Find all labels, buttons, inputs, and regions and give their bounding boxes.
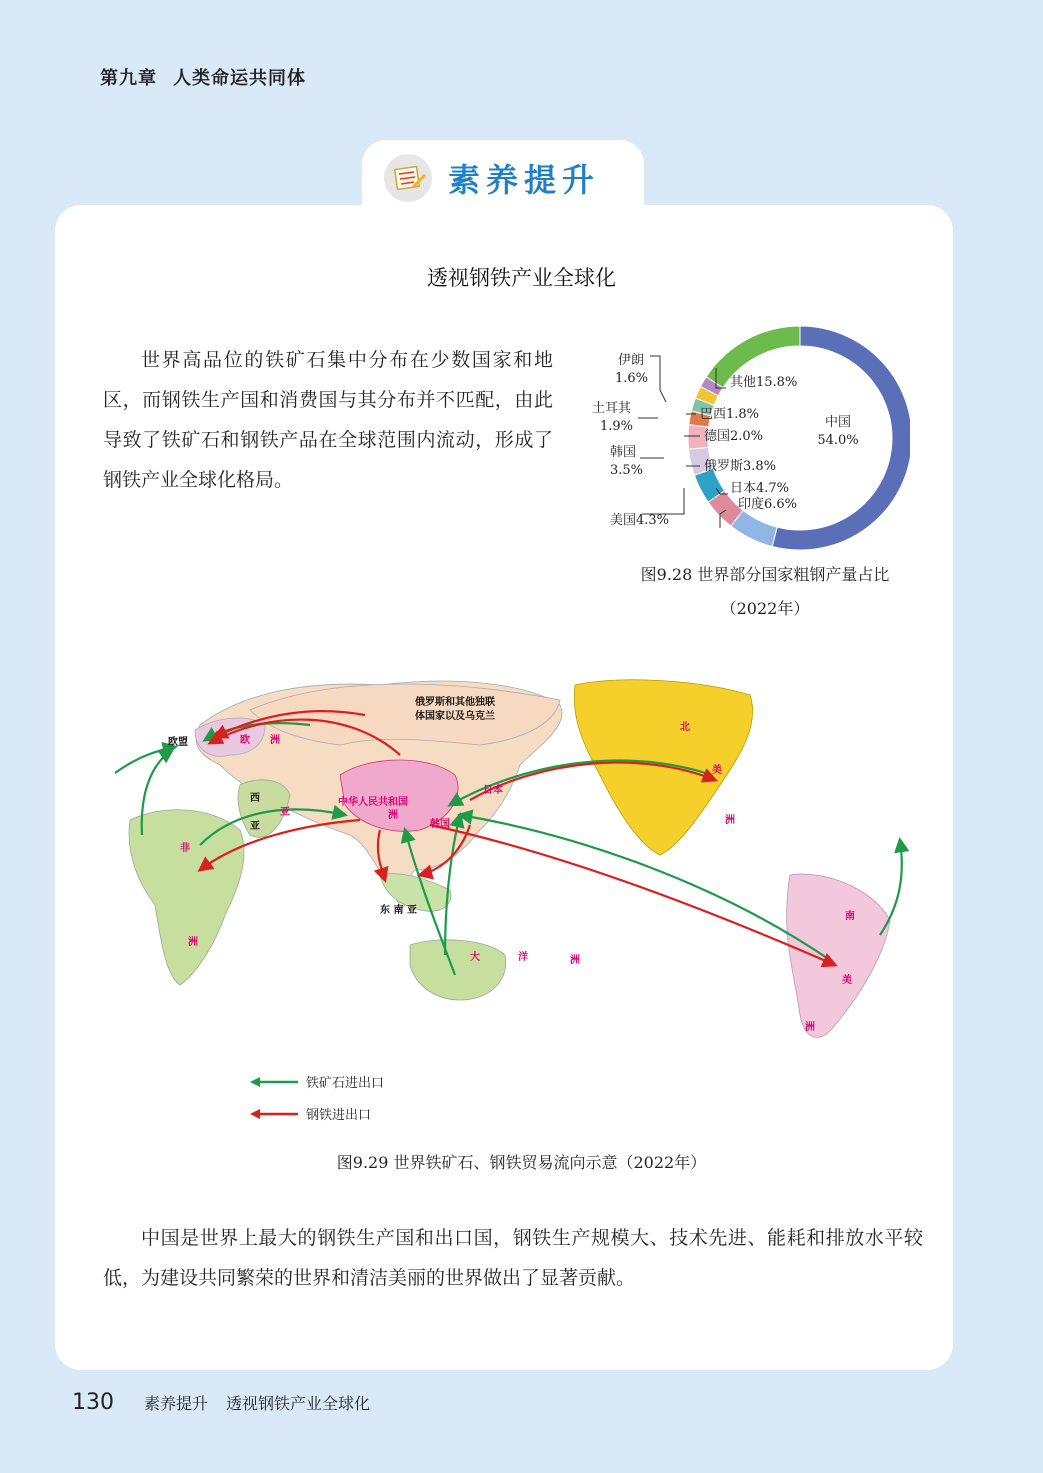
map-label-sa-3: 洲 [805,1022,815,1033]
page-footer [72,1390,370,1415]
legend-steel [250,1104,371,1123]
map-label-korea: 韩国 [430,819,450,830]
chart-label-korea-name: 韩国 [610,445,637,460]
tab-title: 素养提升 [448,161,601,199]
map-label-europe-2: 洲 [270,735,280,746]
map-label-eu: 欧盟 [168,737,188,748]
map-label-west-3: 亚 [250,821,260,832]
south-america-landmass [787,874,890,1037]
chapter-number: 第九章 [100,68,157,89]
map-label-oceania-2: 洋 [518,952,528,963]
map-label-africa-1: 非 [180,843,190,854]
map-label-na-1: 北 [680,722,690,733]
donut-caption: 图9.28 世界部分国家粗钢产量占比 [640,565,890,584]
conclusion-paragraph: 中国是世界上最大的钢铁生产国和出口国，钢铁生产规模大、技术先进、能耗和排放水平较低，为建设共同繁荣的世界和清洁美丽的世界做出了显著贡献。 [103,1227,923,1289]
map-caption: 图9.29 世界铁矿石、钢铁贸易流向示意（2022年） [336,1153,707,1172]
map-label-russia-2: 体国家以及乌克兰 [415,711,495,722]
chart-label-turkey-value: 1.9% [600,419,634,434]
page-number: 130 [72,1390,114,1415]
green-arrow-icon [250,1076,300,1088]
chart-label-usa: 美国4.3% [610,513,670,528]
map-label-sa-1: 南 [845,911,855,922]
map-label-west-1: 西 [250,793,260,804]
red-arrow-icon [250,1108,300,1120]
map-label-asia: 洲 [388,810,398,821]
legend-ore [250,1072,384,1091]
article-title: 透视钢铁产业全球化 [427,266,616,290]
map-label-oceania-3: 洲 [570,955,580,966]
chart-label-korea-value: 3.5% [610,463,644,478]
ore-arrow-africa-eu [115,747,175,773]
legend-steel-label: 钢铁进出口 [306,1108,372,1123]
notepad-icon [384,154,432,202]
map-label-na-2: 美 [712,765,722,776]
chart-label-china-value: 54.0% [817,433,859,448]
chart-label-iran-name: 伊朗 [618,353,645,368]
map-label-europe-1: 欧 [240,735,250,746]
map-label-japan: 日本 [483,785,503,796]
world-trade-flow-map [100,655,920,1055]
map-label-southeast-asia: 东 南 亚 [380,905,417,916]
map-label-sa-2: 美 [842,975,852,986]
chart-label-other: 其他15.8% [730,375,798,390]
chart-label-brazil: 巴西1.8% [700,407,760,422]
map-label-na-3: 洲 [725,815,735,826]
donut-caption-year: （2022年） [720,599,810,618]
chart-label-india: 印度6.6% [738,497,798,512]
north-america-landmass [574,680,752,855]
map-label-oceania-1: 大 [470,952,480,963]
chart-label-japan: 日本4.7% [730,481,790,496]
section-tab [362,140,644,220]
map-label-west-2: 亚 [280,807,290,818]
chart-label-iran-value: 1.6% [615,371,649,386]
chart-label-germany: 德国2.0% [704,429,764,444]
chart-label-russia: 俄罗斯3.8% [704,459,777,474]
map-label-russia-1: 俄罗斯和其他独联 [415,697,495,708]
chapter-header [100,64,306,90]
map-label-china: 中华人民共和国 [338,797,408,808]
footer-title: 透视钢铁产业全球化 [226,1394,371,1413]
chapter-title: 人类命运共同体 [173,68,306,89]
map-label-africa-2: 洲 [188,937,198,948]
steel-arrow-china-sa [430,825,835,965]
intro-paragraph: 世界高品位的铁矿石集中分布在少数国家和地区，而钢铁生产国和消费国与其分布并不匹配，由此导致了铁矿石和钢铁产品在全球范围内流动，形成了钢铁产业全球化格局。 [103,349,553,491]
steel-production-donut-chart [590,318,910,558]
australia-landmass [410,940,506,1000]
chart-label-china-name: 中国 [824,415,852,430]
africa-landmass [129,810,244,985]
legend-ore-label: 铁矿石进出口 [306,1076,385,1091]
chart-label-turkey-name: 土耳其 [592,401,632,416]
footer-section: 素养提升 [144,1394,209,1413]
